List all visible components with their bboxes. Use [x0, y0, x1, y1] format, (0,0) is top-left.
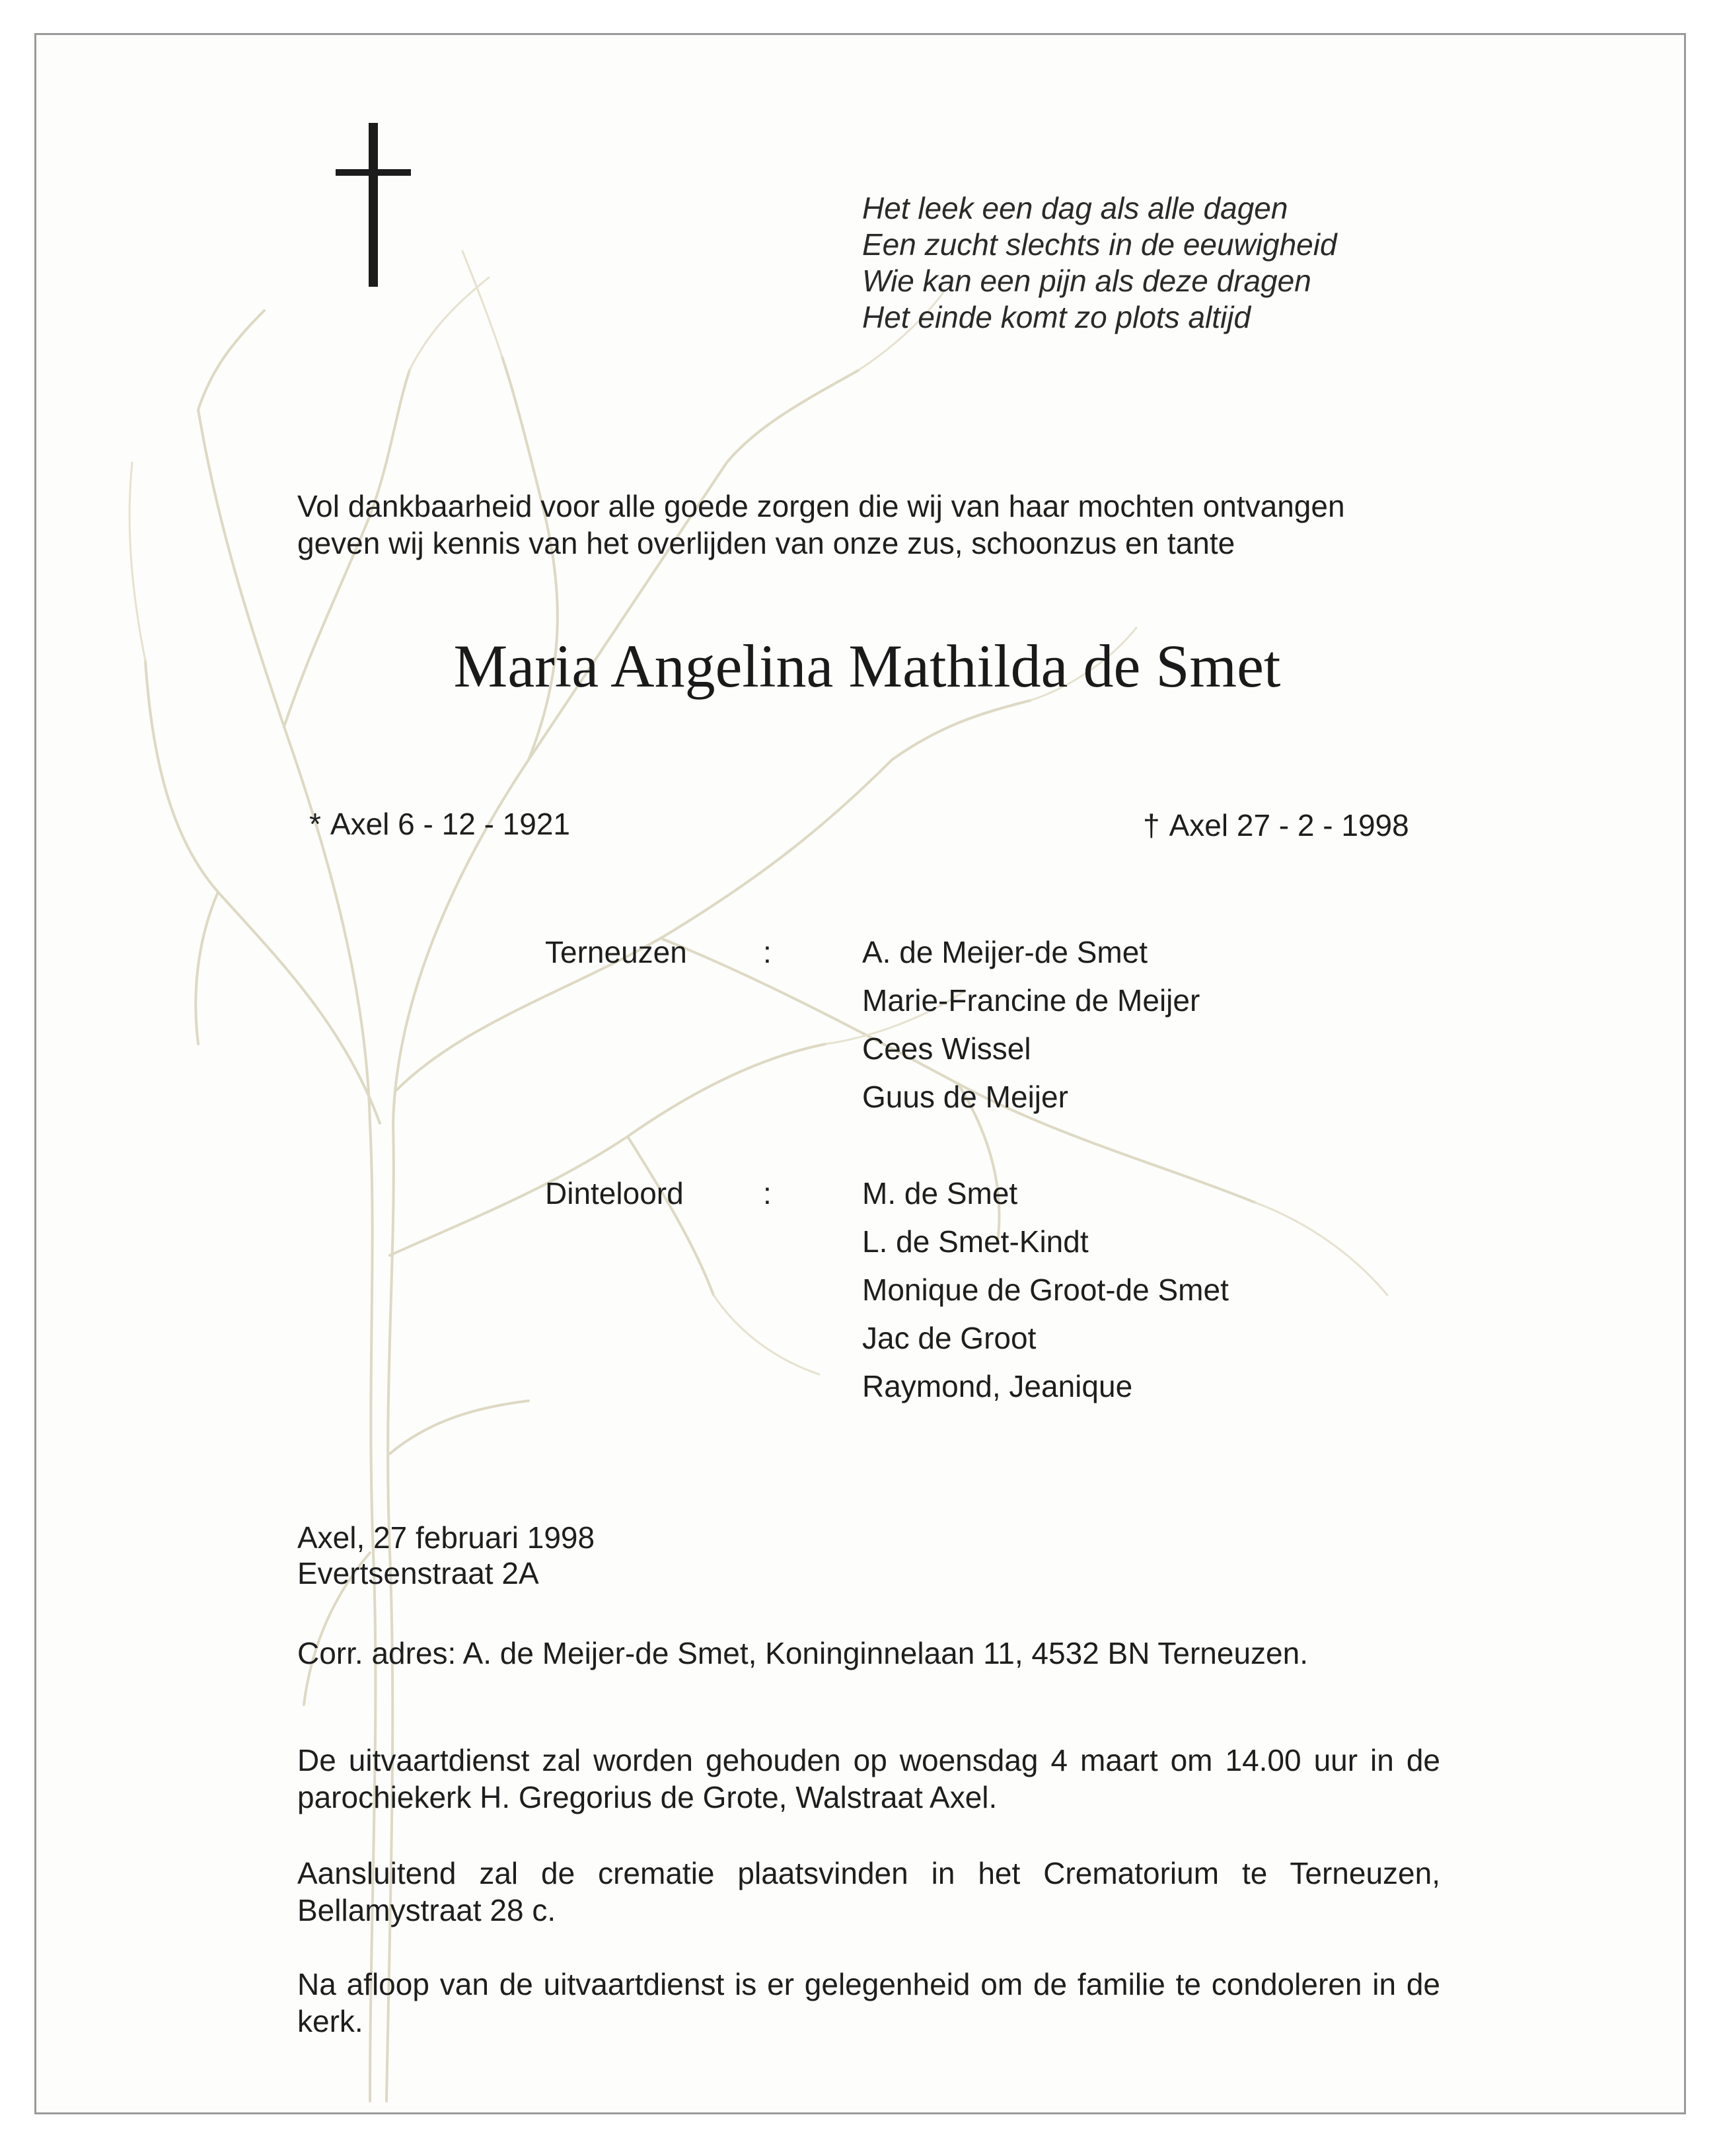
family-place: Dinteloord [545, 1176, 684, 1210]
death-info [1143, 807, 1409, 843]
poem-line: Het einde komt zo plots altijd [862, 300, 1251, 334]
cremation-paragraph: Aansluitend zal de crematie plaatsvinden in het Crematorium te Terneuzen, Bellamystraat 28 c. [297, 1856, 1440, 1927]
poem-line: Een zucht slechts in de eeuwigheid [862, 227, 1337, 262]
family-member: Marie-Francine de Meijer [862, 983, 1200, 1018]
cross-icon [330, 119, 416, 291]
street-address: Evertsenstraat 2A [297, 1556, 539, 1590]
funeral-service-paragraph: De uitvaartdienst zal worden gehouden op woensdag 4 maart om 14.00 uur in de parochiekerk H. Gregorius de Grote, Walstraat Axel. [297, 1743, 1440, 1814]
death-text: Axel 27 - 2 - 1998 [1169, 808, 1409, 842]
family-member: Monique de Groot-de Smet [862, 1273, 1229, 1307]
birth-info [309, 806, 570, 842]
family-names [862, 928, 1200, 1121]
birth-text: Axel 6 - 12 - 1921 [330, 807, 571, 841]
intro-text [297, 488, 1440, 562]
poem-line: Wie kan een pijn als deze dragen [862, 264, 1311, 298]
family-member: Guus de Meijer [862, 1080, 1068, 1114]
family-member: Raymond, Jeanique [862, 1369, 1133, 1403]
family-names [862, 1170, 1229, 1411]
condolence-paragraph: Na afloop van de uitvaartdienst is er gelegenheid om de familie te condoleren in de kerk. [297, 1967, 1440, 2038]
family-member: Cees Wissel [862, 1031, 1031, 1066]
family-member: M. de Smet [862, 1176, 1018, 1210]
family-member: L. de Smet-Kindt [862, 1224, 1089, 1259]
birth-symbol: * [309, 807, 321, 841]
place-and-address [297, 1520, 595, 1591]
intro-line: Vol dankbaarheid voor alle goede zorgen die wij van haar mochten ontvangen [297, 489, 1345, 523]
poem [862, 190, 1337, 336]
correspondence-address: Corr. adres: A. de Meijer-de Smet, Koninginnelaan 11, 4532 BN Terneuzen. [297, 1636, 1308, 1670]
family-colon: : [763, 935, 772, 969]
family-colon: : [763, 1176, 772, 1210]
death-symbol: † [1143, 808, 1160, 842]
deceased-name: Maria Angelina Mathilda de Smet [453, 632, 1281, 700]
family-member: A. de Meijer-de Smet [862, 935, 1148, 969]
family-member: Jac de Groot [862, 1321, 1037, 1355]
intro-line: geven wij kennis van het overlijden van onze zus, schoonzus en tante [297, 526, 1235, 560]
family-place: Terneuzen [545, 935, 687, 969]
poem-line: Het leek een dag als alle dagen [862, 191, 1288, 225]
place-date: Axel, 27 februari 1998 [297, 1520, 595, 1555]
